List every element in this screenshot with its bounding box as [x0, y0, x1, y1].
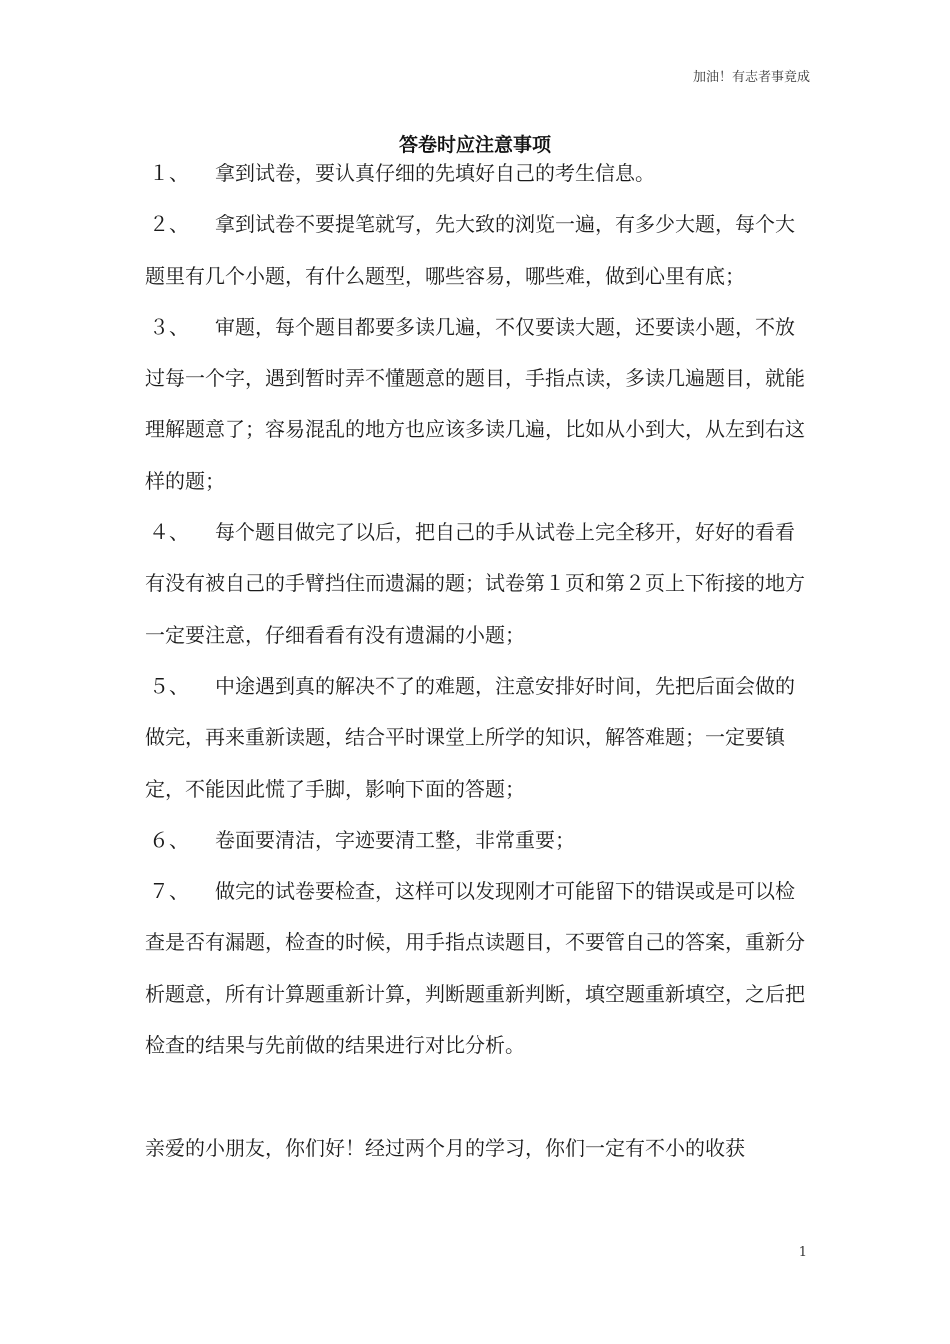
item-text: 审题，每个题目都要多读几遍，不仅要读大题，还要读小题，不放过每一个字，遇到暂时弄不懂题意的题目，手指点读，多读几遍题目，就能理解题意了；容易混乱的地方也应该多读几遍，比如从小到大，从左到右这样的题；	[145, 314, 805, 493]
item-number: １、	[149, 161, 189, 185]
item-text: 做完的试卷要检查，这样可以发现刚才可能留下的错误或是可以检查是否有漏题，检查的时候，用手指点读题目，不要管自己的答案，重新分析题意，所有计算题重新计算，判断题重新判断，填空题重新填空，之后把检查的结果与先前做的结果进行对比分析。	[145, 879, 805, 1058]
item-text: 拿到试卷，要认真仔细的先填好自己的考生信息。	[215, 161, 655, 185]
document-title: 答卷时应注意事项	[398, 134, 551, 156]
list-item	[145, 661, 810, 815]
closing-paragraph: 亲爱的小朋友，你们好！经过两个月的学习，你们一定有不小的收获	[145, 1136, 745, 1161]
item-number: ２、	[149, 212, 189, 237]
item-number: ５、	[149, 673, 189, 698]
list-item	[145, 302, 810, 507]
list-item	[145, 815, 810, 866]
item-text: 拿到试卷不要提笔就写，先大致的浏览一遍，有多少大题，每个大题里有几个小题，有什么题型，哪些容易，哪些难，做到心里有底；	[145, 212, 795, 288]
document-body	[145, 148, 810, 1175]
item-text: 中途遇到真的解决不了的难题，注意安排好时间，先把后面会做的做完，再来重新读题，结合平时课堂上所学的知识，解答难题；一定要镇定，不能因此慌了手脚，影响下面的答题；	[145, 673, 795, 801]
page-number: 1	[798, 1245, 807, 1260]
item-number: ６、	[149, 827, 189, 852]
list-item	[145, 199, 810, 302]
item-number: ７、	[149, 879, 189, 904]
item-text: 每个题目做完了以后，把自己的手从试卷上完全移开，好好的看看有没有被自己的手臂挡住而遗漏的题；试卷第１页和第２页上下衔接的地方一定要注意，仔细看看有没有遗漏的小题；	[145, 520, 805, 647]
header-motto: 加油！有志者事竟成	[692, 70, 810, 85]
paragraph-spacer	[145, 1071, 810, 1123]
list-item	[145, 148, 810, 199]
list-item	[145, 866, 810, 1071]
list-item	[145, 507, 810, 661]
item-number: ４、	[149, 520, 189, 545]
item-text: 卷面要清洁，字迹要清工整，非常重要；	[215, 827, 575, 852]
item-number: ３、	[149, 314, 189, 339]
